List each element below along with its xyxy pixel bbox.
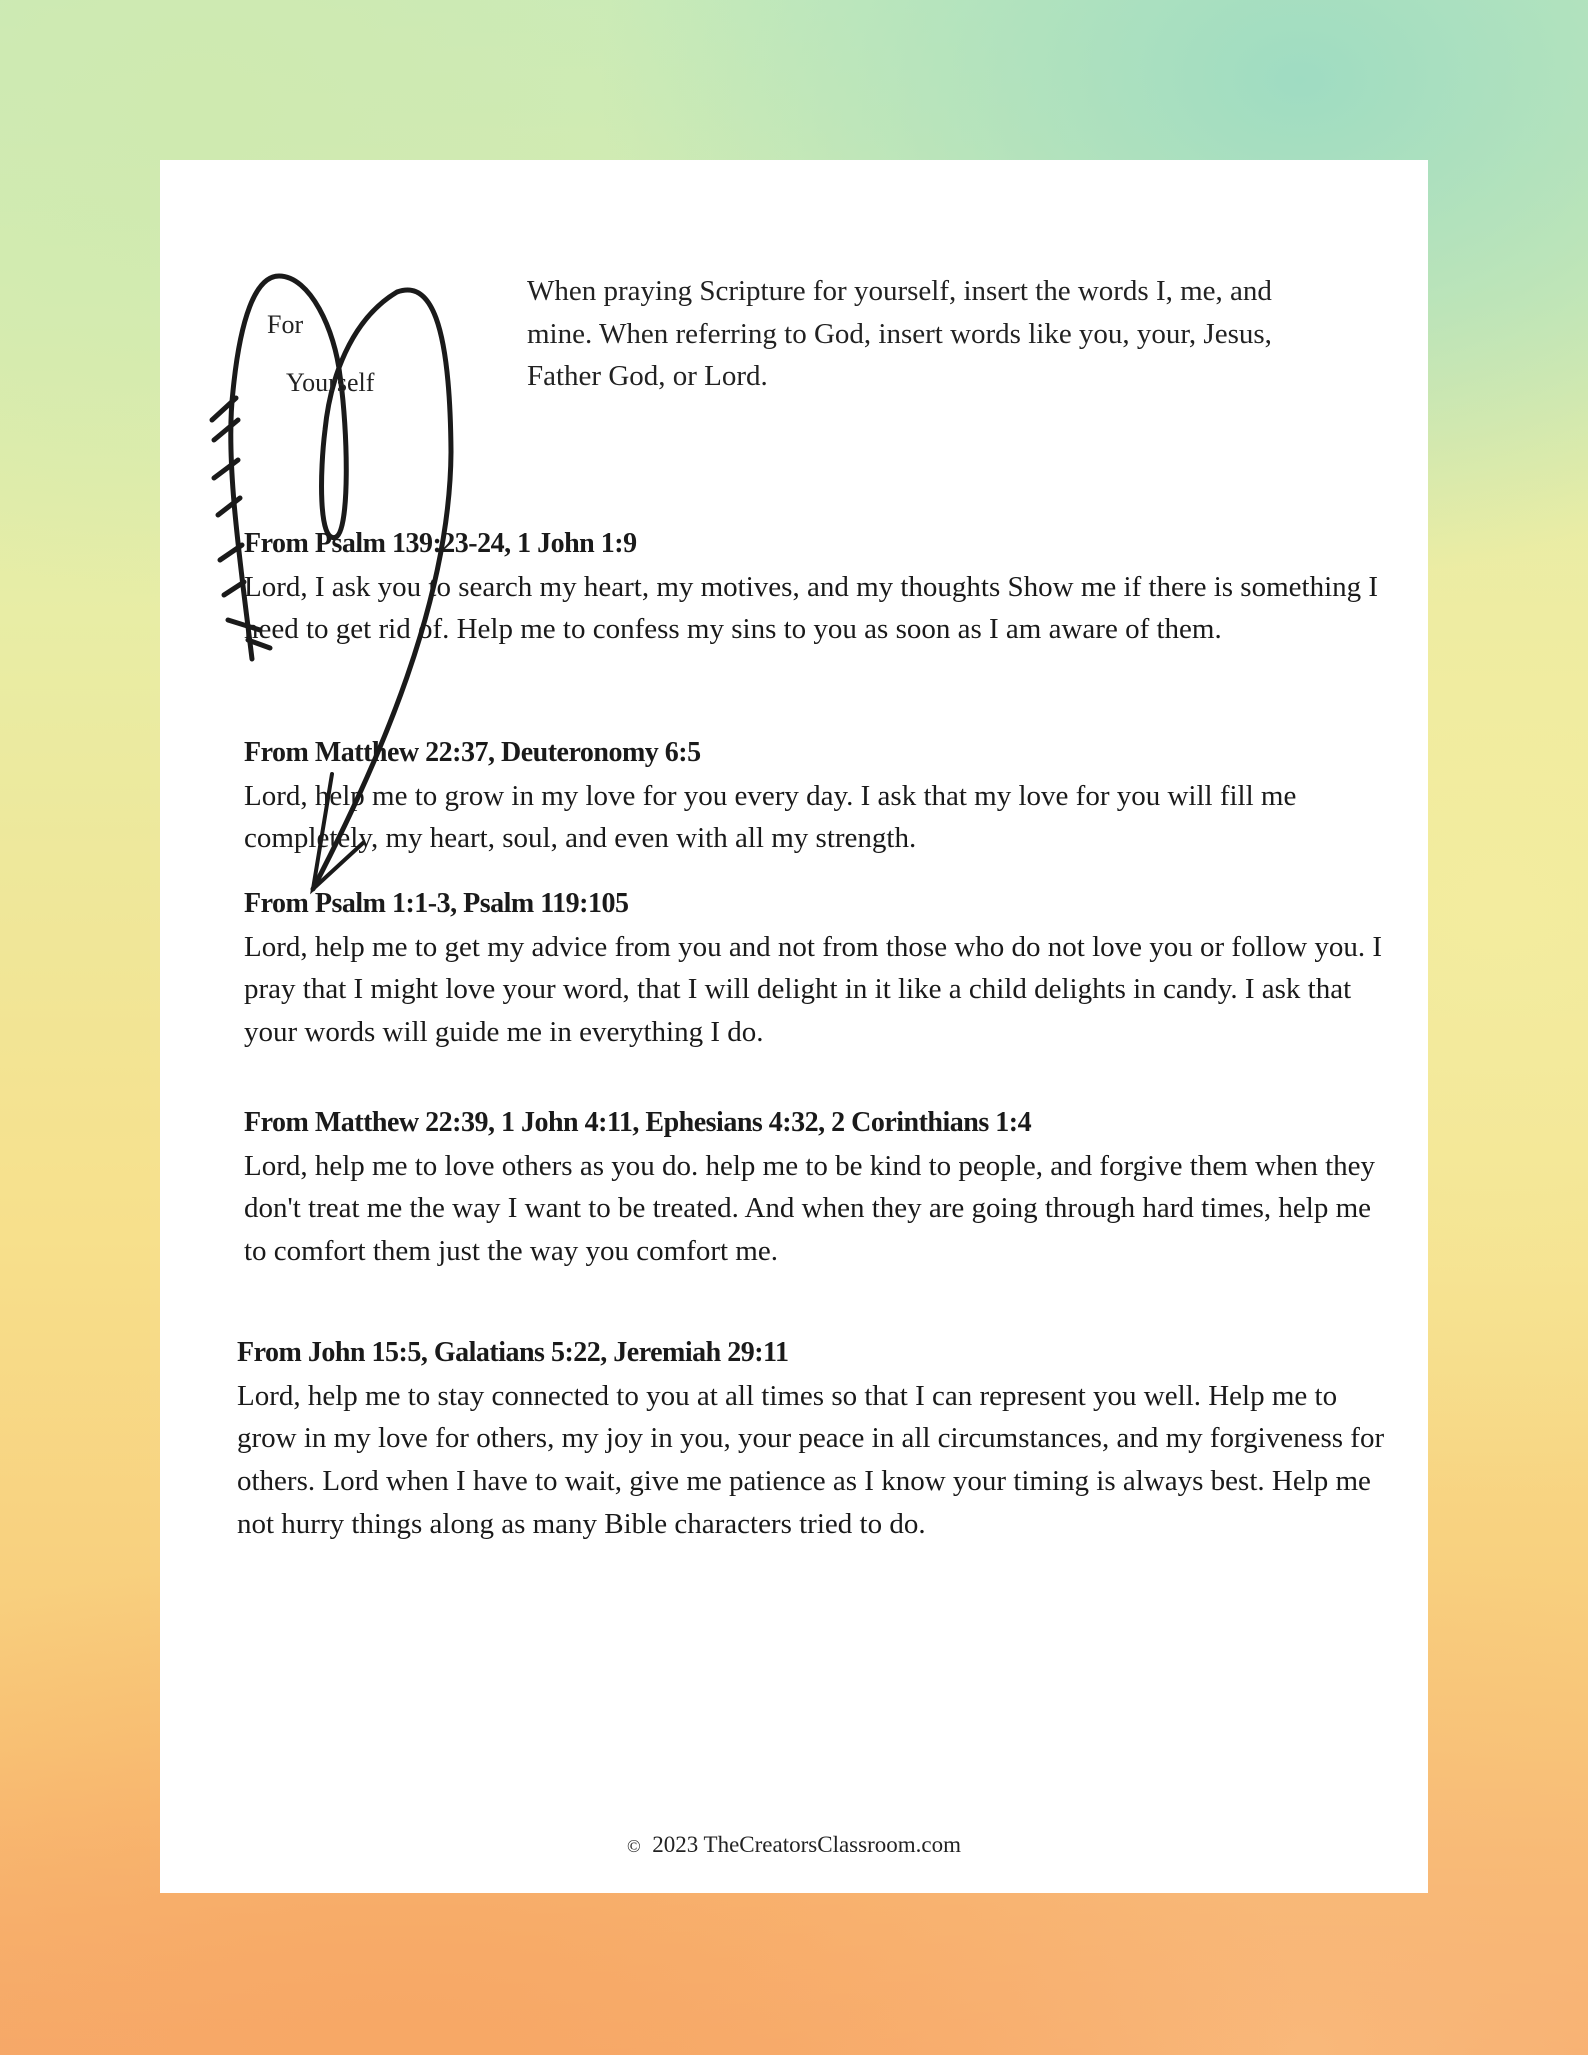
section-heading: From Matthew 22:37, Deuteronomy 6:5 bbox=[244, 737, 701, 768]
copyright-text: 2023 TheCreatorsClassroom.com bbox=[652, 1832, 961, 1857]
section-heading: From Psalm 139:23-24, 1 John 1:9 bbox=[244, 528, 637, 559]
section-body: Lord, I ask you to search my heart, my motives, and my thoughts Show me if there is something I need to get rid of. Help me to confess my sins to you as soon as I am aware of them. bbox=[244, 570, 1379, 646]
prayer-section bbox=[244, 1102, 1394, 1273]
copyright-footer bbox=[0, 1832, 1588, 1858]
section-body: Lord, help me to love others as you do. help me to be kind to people, and forgive them when they don't treat me the way I want to be treated. And when they are going through hard times, help me to comfort them just the way you comfort me. bbox=[244, 1149, 1376, 1268]
logo-text-yourself: Yourself bbox=[286, 368, 375, 397]
intro-instructions: When praying Scripture for yourself, insert the words I, me, and mine. When referring to God, insert words like you, your, Jesus, Father God, or Lord. bbox=[527, 275, 1272, 393]
logo-text-for: For bbox=[267, 310, 304, 339]
prayer-section bbox=[237, 1332, 1387, 1546]
section-body: Lord, help me to get my advice from you and not from those who do not love you or follow you. I pray that I might love your word, that I will delight in it like a child delights in candy. I ask that your words will guide me in everything I do. bbox=[244, 930, 1383, 1049]
prayer-section bbox=[244, 732, 1394, 860]
section-heading: From Psalm 1:1-3, Psalm 119:105 bbox=[244, 888, 629, 919]
section-body: Lord, help me to stay connected to you at all times so that I can represent you well. Help me to grow in my love for others, my joy in you, your peace in all circumstances, and my forgiveness for others. Lord when I have to wait, give me patience as I know your timing is always best. Help me not hurry things along as many Bible characters tried to do. bbox=[237, 1379, 1385, 1540]
prayer-section bbox=[244, 883, 1394, 1054]
prayer-section bbox=[244, 523, 1394, 651]
copyright-icon: © bbox=[627, 1836, 641, 1856]
section-heading: From John 15:5, Galatians 5:22, Jeremiah 29:11 bbox=[237, 1337, 789, 1368]
section-body: Lord, help me to grow in my love for you every day. I ask that my love for you will fill me completely, my heart, soul, and even with all my strength. bbox=[244, 779, 1297, 855]
section-heading: From Matthew 22:39, 1 John 4:11, Ephesians 4:32, 2 Corinthians 1:4 bbox=[244, 1107, 1032, 1138]
